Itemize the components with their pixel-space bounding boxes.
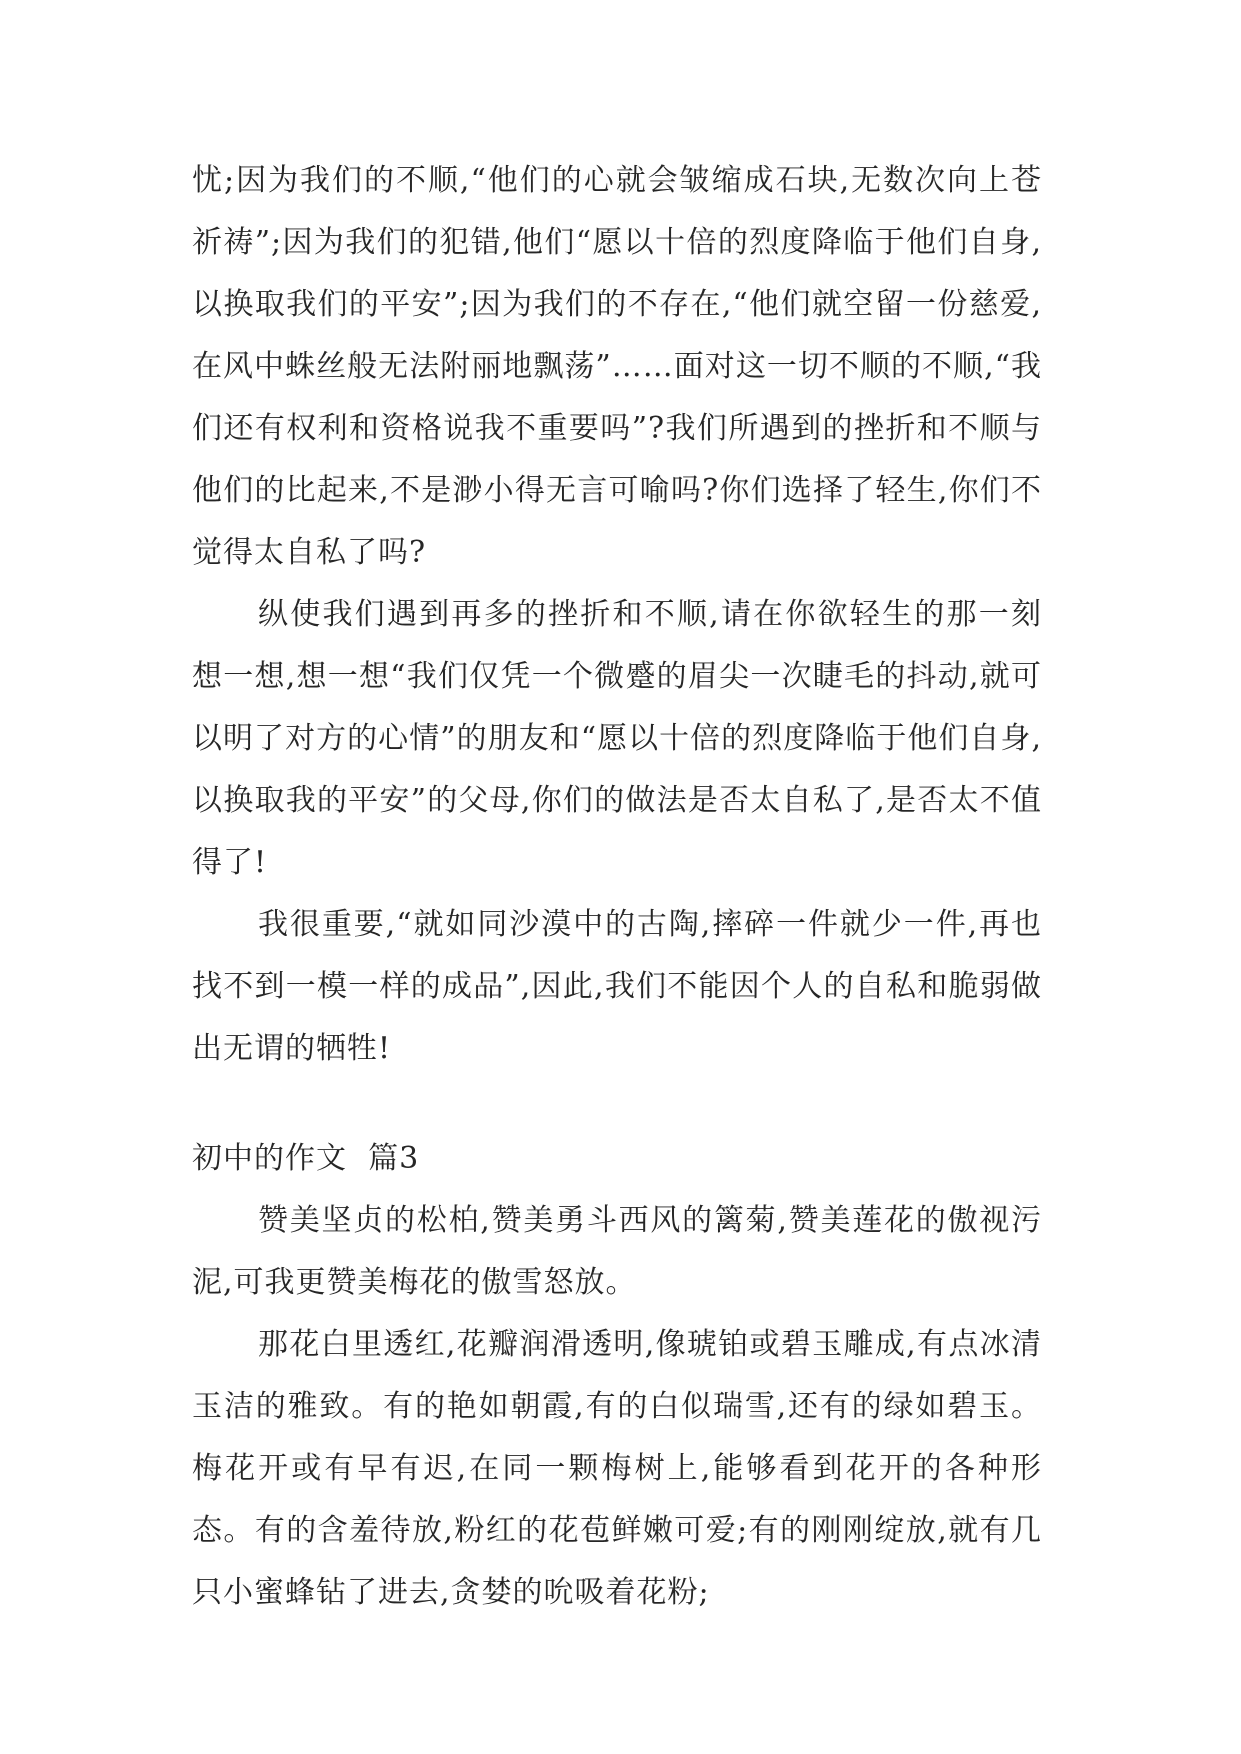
section-paragraph-1: 赞美坚贞的松柏,赞美勇斗西风的篱菊,赞美莲花的傲视污泥,可我更赞美梅花的傲雪怒放。 [192,1203,1042,1300]
paragraph-2: 纵使我们遇到再多的挫折和不顺,请在你欲轻生的那一刻想一想,想一想“我们仅凭一个微蹙的眉尖一次睫毛的抖动,就可以明了对方的心情”的朋友和“愿以十倍的烈度降临于他们自身,以换取我的平安”的父母,你们的做法是否太自私了,是否太不值得了! [192,597,1042,880]
paragraph-3: 我很重要,“就如同沙漠中的古陶,摔碎一件就少一件,再也找不到一模一样的成品”,因此,我们不能因个人的自私和脆弱做出无谓的牺牲! [192,907,1042,1066]
section-3 [192,1128,1042,1624]
document-body [192,150,1042,1624]
section-title: 初中的作文 篇3 [192,1141,420,1176]
paragraph-1: 忧;因为我们的不顺,“他们的心就会皱缩成石块,无数次向上苍祈祷”;因为我们的犯错,他们“愿以十倍的烈度降临于他们自身,以换取我们的平安”;因为我们的不存在,“他们就空留一份慈爱,在风中蛛丝般无法附丽地飘荡”……面对这一切不顺的不顺,“我们还有权利和资格说我不重要吗”?我们所遇到的挫折和不顺与他们的比起来,不是渺小得无言可喻吗?你们选择了轻生,你们不觉得太自私了吗? [192,163,1042,570]
section-paragraph-2: 那花白里透红,花瓣润滑透明,像琥铂或碧玉雕成,有点冰清玉洁的雅致。有的艳如朝霞,有的白似瑞雪,还有的绿如碧玉。梅花开或有早有迟,在同一颗梅树上,能够看到花开的各种形态。有的含羞待放,粉红的花苞鲜嫩可爱;有的刚刚绽放,就有几只小蜜蜂钻了进去,贪婪的吮吸着花粉; [192,1327,1042,1610]
